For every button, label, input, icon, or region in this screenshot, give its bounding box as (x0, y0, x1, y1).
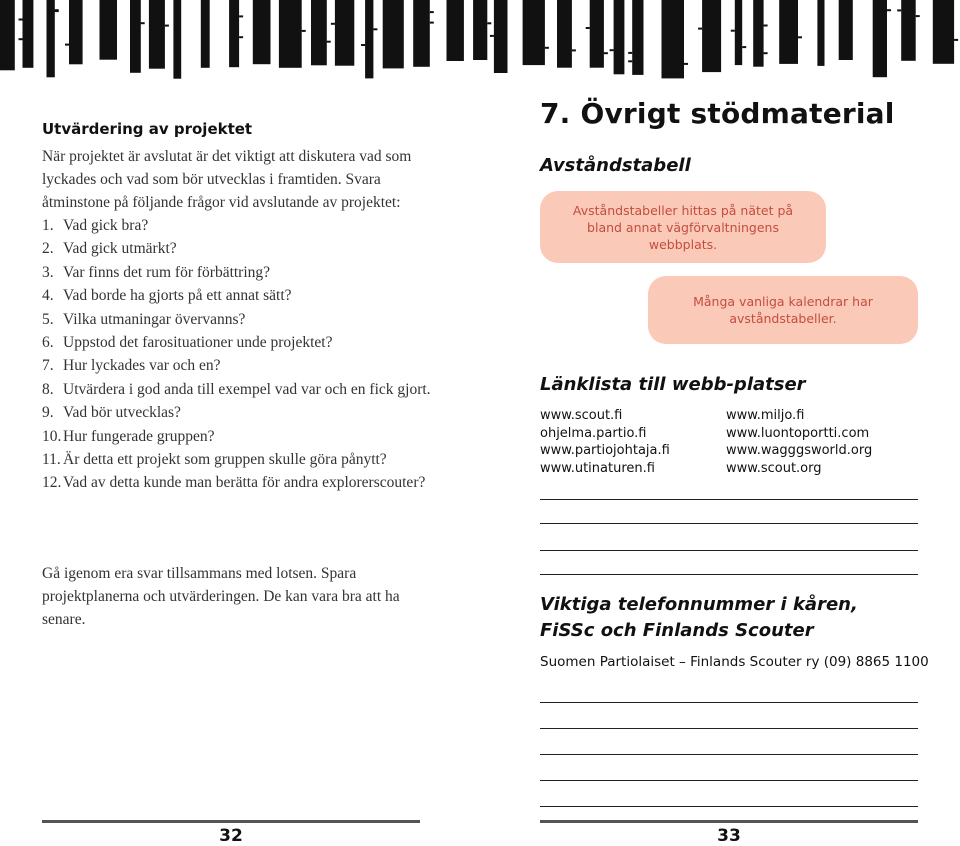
tree-branch (586, 27, 590, 29)
web-link[interactable]: www.scout.fi (540, 408, 623, 423)
tree-trunk (100, 0, 118, 60)
question-number: 9. (42, 404, 54, 422)
phone-heading-line-2: FiSSc och Finlands Scouter (540, 620, 814, 641)
tree-branch (698, 28, 702, 30)
question-number: 4. (42, 287, 54, 305)
tree-trunk (0, 0, 15, 70)
web-link[interactable]: www.scout.org (726, 460, 822, 476)
tree-trunk (590, 0, 604, 68)
question-number: 5. (42, 310, 54, 328)
write-in-line[interactable] (540, 728, 918, 729)
tree-trunk (839, 0, 853, 60)
tree-trunk (69, 0, 83, 64)
tree-trunk (253, 0, 271, 64)
tree-trunk (557, 0, 572, 68)
question-text: Vilka utmaningar övervanns? (63, 310, 246, 328)
page-number-left: 32 (219, 826, 243, 846)
tree-branch (19, 38, 23, 40)
web-link[interactable]: www.utinaturen.fi (540, 460, 655, 476)
write-in-line[interactable] (540, 499, 918, 500)
tree-trunk (632, 0, 643, 75)
tree-branch (65, 44, 69, 46)
tree-trunk (311, 0, 327, 65)
question-item (42, 448, 442, 471)
tree-trunk (23, 0, 34, 68)
question-item (42, 214, 442, 237)
question-text: Vad gick bra? (63, 217, 149, 234)
tree-trunk (149, 0, 165, 69)
question-text: Var finns det rum för förbättring? (63, 263, 271, 281)
tree-branch (628, 60, 632, 62)
tree-branch (361, 44, 365, 46)
tree-branch (916, 15, 920, 17)
tree-trunk (47, 0, 55, 77)
tree-branch (572, 49, 576, 51)
question-item (42, 237, 442, 260)
write-in-line[interactable] (540, 523, 918, 524)
tree-trunk (702, 0, 721, 72)
evaluation-question-list (42, 214, 442, 495)
question-number: 7. (42, 357, 54, 375)
question-text: Utvärdera i god anda till exempel vad var och en fick gjort. (63, 380, 431, 398)
tree-branch (610, 49, 614, 51)
tree-trunk (662, 0, 685, 78)
question-number: 11. (42, 451, 61, 469)
tree-branch (430, 22, 434, 24)
tree-branch (327, 41, 331, 43)
web-link[interactable]: www.luontoportti.com (726, 425, 870, 441)
tree-branch (239, 36, 243, 38)
question-number: 12. (42, 474, 62, 492)
question-item (42, 378, 442, 401)
tree-branch (373, 28, 377, 30)
tree-trunk (901, 0, 916, 61)
question-number: 8. (42, 380, 54, 398)
question-item (42, 401, 442, 424)
tree-branch (19, 19, 23, 21)
tree-branch (764, 52, 768, 54)
question-text: Vad bör utvecklas? (63, 404, 181, 422)
tree-trunk (173, 0, 181, 79)
tree-trunk (447, 0, 464, 61)
tree-trunk (494, 0, 508, 73)
write-in-line[interactable] (540, 574, 918, 575)
tree-branch (165, 25, 169, 27)
tree-branch (141, 22, 145, 24)
tree-branch (742, 46, 746, 48)
question-item (42, 308, 442, 331)
page-footer-bar (42, 820, 420, 823)
phone-numbers-heading (540, 592, 920, 644)
link-list-column-1 (540, 407, 670, 477)
question-number: 2. (42, 240, 54, 258)
tree-trunk (817, 0, 824, 66)
tree-branch (798, 36, 802, 38)
tree-trunk (473, 0, 487, 60)
phone-entry: Suomen Partiolaiset – Finlands Scouter ry (09) 8865 1100 (540, 654, 929, 670)
tree-branch (887, 9, 891, 11)
calendar-tip-bubble (648, 276, 918, 344)
write-in-line[interactable] (540, 780, 918, 781)
question-number: 1. (42, 217, 54, 234)
tree-trunk (413, 0, 430, 67)
write-in-line[interactable] (540, 550, 918, 551)
tree-branch (731, 30, 735, 32)
question-number: 6. (42, 334, 54, 352)
chapter-title: 7. Övrigt stödmaterial (540, 97, 895, 130)
question-text: Är detta ett projekt som gruppen skulle göra pånytt? (63, 451, 387, 469)
tree-trunk (279, 0, 302, 68)
write-in-line[interactable] (540, 806, 918, 807)
tree-branch (628, 52, 632, 54)
tree-branch (487, 22, 491, 24)
question-text: Uppstod det farosituationer unde projektet? (63, 334, 333, 352)
tree-branch (430, 11, 434, 13)
tree-branch (684, 63, 688, 65)
web-link[interactable]: www.miljo.fi (726, 408, 805, 423)
tree-trunk (130, 0, 141, 73)
link-list-heading: Länklista till webb-platser (540, 374, 806, 395)
question-item (42, 425, 442, 448)
evaluation-intro: När projektet är avslutat är det viktigt att diskutera vad som lyckades och vad som bör utvecklas i framtiden. Svara åtminstone på följande frågor vid avslutande av projektet: (42, 148, 412, 211)
tree-branch (764, 25, 768, 27)
write-in-line[interactable] (540, 702, 918, 703)
tree-trunk (735, 0, 742, 65)
write-in-line[interactable] (540, 754, 918, 755)
distance-table-heading: Avståndstabell (540, 155, 691, 176)
tree-branch (897, 9, 901, 11)
tree-trunk (229, 0, 239, 67)
tree-branch (302, 30, 306, 32)
tree-trunk (873, 0, 887, 77)
tree-branch (239, 15, 243, 17)
tree-branch (55, 9, 59, 11)
tree-trunk (753, 0, 763, 67)
question-text: Hur lyckades var och en? (63, 357, 221, 375)
question-text: Vad borde ha gjorts på ett annat sätt? (63, 287, 292, 305)
web-link[interactable]: www.wagggsworld.org (726, 443, 873, 458)
link-list-column-2 (726, 407, 872, 477)
question-item (42, 471, 442, 494)
phone-heading-line-1: Viktiga telefonnummer i kåren, (540, 594, 858, 615)
tree-trunk (365, 0, 373, 78)
distance-tip-text: Avståndstabeller hittas på nätet på bland annat vägförvaltningens webbplats. (572, 202, 794, 252)
tree-branch (604, 52, 608, 54)
tree-trunk (933, 0, 954, 64)
tree-trunk (335, 0, 354, 66)
question-item (42, 284, 442, 307)
evaluation-heading: Utvärdering av projektet (42, 120, 253, 138)
tree-branch (490, 35, 494, 37)
distance-tip-bubble (540, 191, 826, 263)
tree-trunk (614, 0, 625, 74)
tree-trunk (523, 0, 545, 65)
question-item (42, 331, 442, 354)
question-item (42, 261, 442, 284)
tree-trunk (779, 0, 798, 64)
web-link[interactable]: www.partiojohtaja.fi (540, 443, 670, 458)
question-text: Hur fungerade gruppen? (63, 427, 215, 445)
forest-header-illustration (0, 0, 960, 80)
question-number: 3. (42, 263, 54, 281)
tree-trunk (383, 0, 404, 68)
tree-branch (331, 23, 335, 25)
web-link[interactable]: ohjelma.partio.fi (540, 425, 647, 441)
page-number-right: 33 (717, 826, 741, 846)
question-number: 10. (42, 427, 62, 445)
question-item (42, 354, 442, 377)
tree-branch (545, 47, 549, 49)
page-footer-bar (540, 820, 918, 823)
tree-trunk (201, 0, 210, 68)
question-text: Vad av detta kunde man berätta för andra explorerscouter? (63, 474, 426, 492)
tree-branch (954, 39, 958, 41)
calendar-tip-text: Många vanliga kalendrar har avståndstabeller. (693, 294, 873, 326)
question-text: Vad gick utmärkt? (63, 240, 177, 258)
evaluation-outro: Gå igenom era svar tillsammans med lotsen. Spara projektplanerna och utvärderingen. De kan vara bra att ha senare. (42, 565, 400, 628)
